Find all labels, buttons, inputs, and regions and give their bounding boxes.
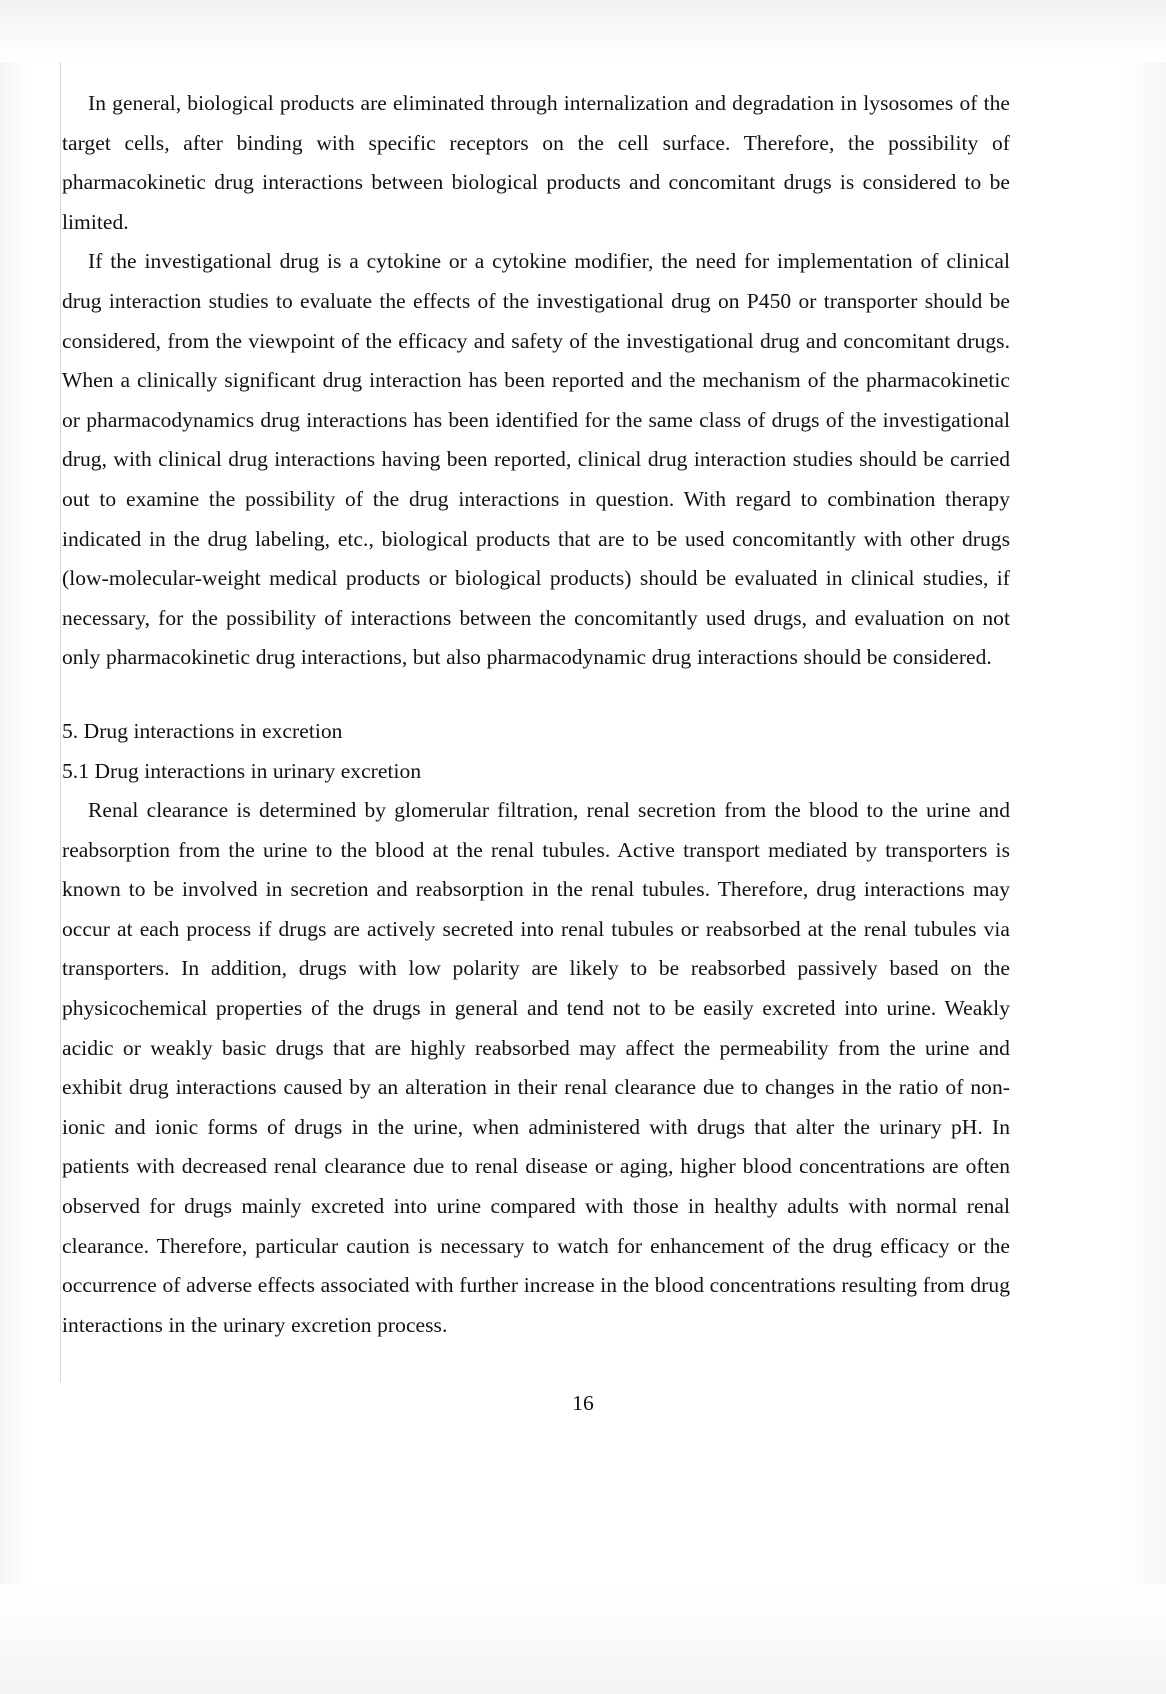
paragraph-general-elimination: In general, biological products are eliminated through internalization and degradation in lysosomes of the target cells, after binding with specific receptors on the cell surface. Therefore, the possibility of pharmacokinetic drug interactions between biological products and concomitant drugs is considered to be limited. [62, 91, 1010, 234]
section-heading-drug-interactions-excretion: 5. Drug interactions in excretion [62, 718, 343, 743]
page-number: 16 [572, 1391, 594, 1415]
page-bottom-shading [0, 1584, 1166, 1694]
section-heading-block [62, 712, 1010, 791]
subsection-heading-urinary-excretion: 5.1 Drug interactions in urinary excretion [62, 758, 422, 783]
paragraph-renal-clearance: Renal clearance is determined by glomerular filtration, renal secretion from the blood to the urine and reabsorption from the urine to the blood at the renal tubules. Active transport mediated by transporters is known to be involved in secretion and reabsorption in the renal tubules. Therefore, drug interactions may occur at each process if drugs are actively secreted into renal tubules or reabsorbed at the renal tubules via transporters. In addition, drugs with low polarity are likely to be reabsorbed passively based on the physicochemical properties of the drugs in general and tend not to be easily excreted into urine. Weakly acidic or weakly basic drugs that are highly reabsorbed may affect the permeability from the urine and exhibit drug interactions caused by an alteration in their renal clearance due to changes in the ratio of non-ionic and ionic forms of drugs in the urine, when administered with drugs that alter the urinary pH. In patients with decreased renal clearance due to renal disease or aging, higher blood concentrations are often observed for drugs mainly excreted into urine compared with those in healthy adults with normal renal clearance. Therefore, particular caution is necessary to watch for enhancement of the drug efficacy or the occurrence of adverse effects associated with further increase in the blood concentrations resulting from drug interactions in the urinary excretion process. [62, 798, 1010, 1337]
page-top-shading [0, 0, 1166, 62]
paragraph-cytokine-modifier: If the investigational drug is a cytokine or a cytokine modifier, the need for implementation of clinical drug interaction studies to evaluate the effects of the investigational drug on P450 or transporter should be considered, from the viewpoint of the efficacy and safety of the investigational drug and concomitant drugs. When a clinically significant drug interaction has been reported and the mechanism of the pharmacokinetic or pharmacodynamics drug interactions has been identified for the same class of drugs of the investigational drug, with clinical drug interactions having been reported, clinical drug interaction studies should be carried out to examine the possibility of the drug interactions in question. With regard to combination therapy indicated in the drug labeling, etc., biological products that are to be used concomitantly with other drugs (low-molecular-weight medical products or biological products) should be evaluated in clinical studies, if necessary, for the possibility of interactions between the concomitantly used drugs, and evaluation on not only pharmacokinetic drug interactions, but also pharmacodynamic drug interactions should be considered. [62, 249, 1010, 670]
page-left-edge-line [60, 62, 61, 1382]
document-body [62, 84, 1010, 1345]
